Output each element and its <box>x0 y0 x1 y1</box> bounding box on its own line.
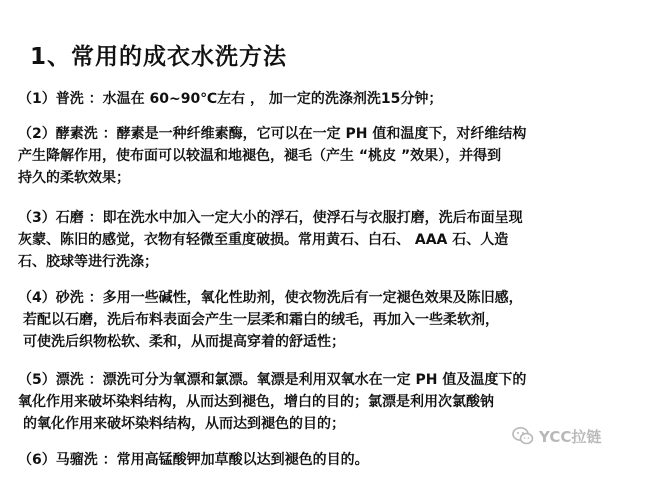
method-item-general-wash <box>18 88 648 110</box>
text-line: （3）石磨 ：即在洗水中加入一定大小的浮石，使浮石与衣服打磨，洗后布面呈现 <box>18 210 523 226</box>
text-line: （6）马骝洗 ：常用高锰酸钾加草酸以达到褪色的目的。 <box>18 452 369 468</box>
text-line: 产生降解作用，使布面可以较温和地褪色，褪毛（产生 “桃皮 ”效果），并得到 <box>18 148 502 164</box>
text-line: 石、胶球等进行洗涤； <box>18 254 158 270</box>
text-line: （4）砂洗 ：多用一些碱性，氧化性助剂，使衣物洗后有一定褪色效果及陈旧感， <box>18 290 523 306</box>
text-line: （1）普洗 ：水温在 60~90℃左右 ， 加一定的洗涤剂洗15分钟； <box>18 91 443 107</box>
text-line: （2）酵素洗 ：酵素是一种纤维素酶，它可以在一定 PH 值和温度下，对纤维结构 <box>18 126 527 142</box>
text-line: 氧化作用来破坏染料结构，从而达到褪色，增白的目的；氯漂是利用次氯酸钠 <box>18 394 494 410</box>
text-line: （5）漂洗 ：漂洗可分为氧漂和氯漂。氧漂是利用双氧水在一定 PH 值及温度下的 <box>18 372 527 388</box>
text-line: 若配以石磨，洗后布料表面会产生一层柔和霜白的绒毛，再加入一些柔软剂， <box>23 312 499 328</box>
text-line: 可使洗后织物松软、柔和，从而提高穿着的舒适性； <box>23 334 345 350</box>
text-line: 灰蒙、陈旧的感觉，衣物有轻微至重度破损。常用黄石、白石、 AAA 石、人造 <box>18 232 509 248</box>
text-line: 持久的柔软效果； <box>18 170 130 186</box>
watermark <box>512 425 601 447</box>
watermark-text: YCC拉链 <box>539 427 602 446</box>
wechat-icon <box>512 426 534 446</box>
method-item-stone-wash <box>18 207 648 273</box>
slide-title: 1、常用的成衣水洗方法 <box>30 44 288 70</box>
method-item-enzyme-wash <box>18 123 648 189</box>
text-line: 的氧化作用来破坏染料结构，从而达到褪色的目的； <box>23 416 345 432</box>
method-item-sand-wash <box>18 287 648 353</box>
method-item-monkey-wash <box>18 449 648 471</box>
